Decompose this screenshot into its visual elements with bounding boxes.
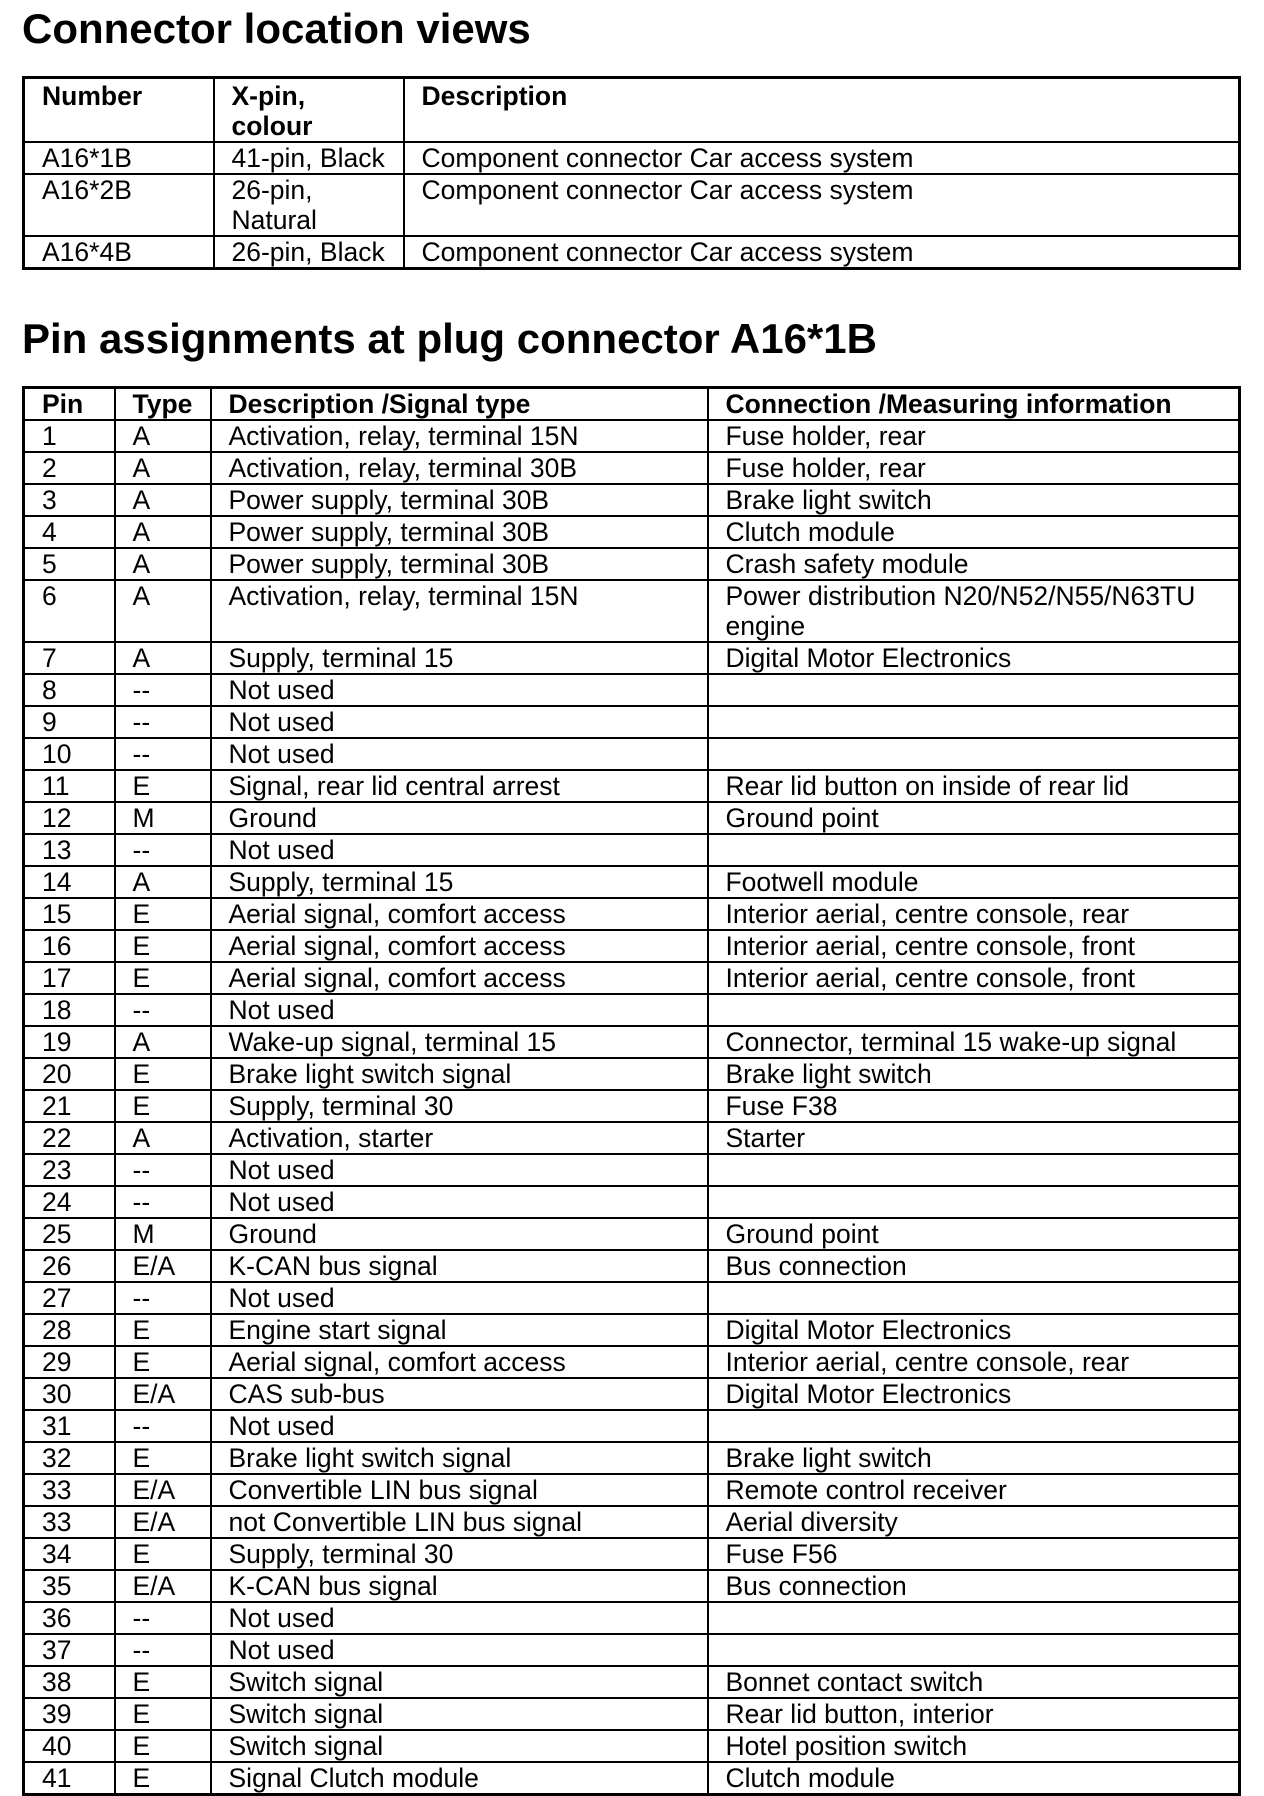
cell-description: CAS sub-bus [211,1378,708,1410]
table-row [24,674,1240,706]
cell-pin: 6 [24,580,115,642]
cell-connection [708,1570,1240,1602]
cell-connection-line1: Starter [725,1123,806,1153]
table-row [24,1314,1240,1346]
table-row [24,994,1240,1026]
table-row [24,1698,1240,1730]
cell-type: A [115,548,211,580]
cell-description: Supply, terminal 15 [211,642,708,674]
cell-pin: 33 [24,1474,115,1506]
cell-pin: 28 [24,1314,115,1346]
header-connection: Connection /Measuring information [708,388,1240,421]
cell-connection-line1: Bus connection [725,1571,907,1601]
cell-description: Not used [211,1186,708,1218]
cell-description: Aerial signal, comfort access [211,962,708,994]
cell-connection [708,1730,1240,1762]
cell-connection-line1: Digital Motor Electronics [725,1379,1012,1409]
cell-type: -- [115,738,211,770]
cell-pin: 22 [24,1122,115,1154]
cell-type: E [115,1442,211,1474]
cell-connection-line1: Clutch module [725,1763,895,1793]
table-row [24,1218,1240,1250]
cell-type: -- [115,1154,211,1186]
cell-description: Power supply, terminal 30B [211,484,708,516]
cell-pin: 19 [24,1026,115,1058]
cell-xpin-line1: 41-pin, Black [231,143,385,173]
table-row [24,548,1240,580]
cell-type: A [115,1122,211,1154]
cell-connection-line1: Brake light switch [725,1443,932,1473]
pin-assignments-table [22,386,1241,1796]
table-row [24,484,1240,516]
cell-pin: 37 [24,1634,115,1666]
cell-connection-line1: Power distribution N20/N52/N55/N63TU [725,581,1196,611]
table-row [24,142,1240,174]
cell-description: Not used [211,1602,708,1634]
cell-connection [708,1346,1240,1378]
table-row [24,1474,1240,1506]
cell-connection [708,1442,1240,1474]
table-row [24,866,1240,898]
cell-xpin-line1: 26-pin, Black [231,237,385,267]
table-row [24,174,1240,236]
cell-connection-line1: Interior aerial, centre console, front [725,963,1135,993]
cell-pin: 17 [24,962,115,994]
cell-connection [708,1058,1240,1090]
cell-connection-line1: Interior aerial, centre console, rear [725,899,1130,929]
cell-connection [708,1378,1240,1410]
cell-pin: 16 [24,930,115,962]
cell-connection [708,1122,1240,1154]
cell-description: Power supply, terminal 30B [211,548,708,580]
table-row [24,1762,1240,1795]
cell-pin: 33 [24,1506,115,1538]
cell-type: -- [115,1186,211,1218]
cell-type: E [115,1666,211,1698]
cell-connection-line1: Hotel position switch [725,1731,968,1761]
table-row [24,1090,1240,1122]
cell-description: Activation, starter [211,1122,708,1154]
cell-type: E [115,770,211,802]
table-row [24,1058,1240,1090]
table-row [24,1378,1240,1410]
cell-xpin [214,174,404,236]
cell-description: Not used [211,1410,708,1442]
cell-description: Ground [211,1218,708,1250]
cell-connection [708,580,1240,642]
cell-type: -- [115,1410,211,1442]
cell-type: E/A [115,1378,211,1410]
cell-connection-line1: Remote control receiver [725,1475,1007,1505]
cell-connection [708,1282,1240,1314]
table-row [24,1154,1240,1186]
cell-connection [708,1474,1240,1506]
cell-description: Supply, terminal 30 [211,1538,708,1570]
cell-description: Brake light switch signal [211,1442,708,1474]
table-row [24,1602,1240,1634]
cell-connection-line1: Clutch module [725,517,895,547]
cell-connection [708,1634,1240,1666]
cell-connection [708,706,1240,738]
header-pin: Pin [24,388,115,421]
cell-connection [708,642,1240,674]
cell-connection [708,420,1240,452]
cell-connection-line1: Crash safety module [725,549,969,579]
cell-description: Engine start signal [211,1314,708,1346]
table-header-row [24,388,1240,421]
table-row [24,1410,1240,1442]
cell-description: Ground [211,802,708,834]
cell-type: A [115,484,211,516]
cell-pin: 12 [24,802,115,834]
cell-description: Convertible LIN bus signal [211,1474,708,1506]
cell-pin: 3 [24,484,115,516]
cell-connection [708,994,1240,1026]
cell-type: -- [115,1282,211,1314]
cell-connection-line1: Rear lid button on inside of rear lid [725,771,1130,801]
cell-type: A [115,1026,211,1058]
cell-connection [708,1186,1240,1218]
cell-pin: 35 [24,1570,115,1602]
cell-description: K-CAN bus signal [211,1250,708,1282]
cell-pin: 34 [24,1538,115,1570]
cell-pin: 36 [24,1602,115,1634]
table-header-row [24,78,1240,143]
table-row [24,898,1240,930]
cell-type: A [115,420,211,452]
cell-description: Supply, terminal 30 [211,1090,708,1122]
header-xpin-line2: colour [231,111,313,141]
header-number: Number [24,78,214,143]
cell-connection-line2: engine [725,611,806,641]
table-row [24,738,1240,770]
cell-description: not Convertible LIN bus signal [211,1506,708,1538]
cell-connection [708,962,1240,994]
cell-type: -- [115,994,211,1026]
cell-pin: 11 [24,770,115,802]
cell-connection-line1: Brake light switch [725,485,932,515]
cell-pin: 7 [24,642,115,674]
cell-connection [708,1410,1240,1442]
cell-pin: 23 [24,1154,115,1186]
table-row [24,1186,1240,1218]
cell-connection-line1: Aerial diversity [725,1507,898,1537]
cell-pin: 10 [24,738,115,770]
cell-pin: 29 [24,1346,115,1378]
table-row [24,1666,1240,1698]
cell-connection [708,1218,1240,1250]
connector-location-title: Connector location views [22,5,531,52]
table-row [24,1634,1240,1666]
cell-type: E [115,930,211,962]
cell-description: Not used [211,834,708,866]
cell-type: -- [115,1602,211,1634]
cell-description: Not used [211,1154,708,1186]
cell-description: Not used [211,1282,708,1314]
cell-connection [708,898,1240,930]
cell-description: Activation, relay, terminal 30B [211,452,708,484]
cell-xpin [214,236,404,269]
cell-type: E [115,1762,211,1795]
table-row [24,516,1240,548]
cell-pin: 31 [24,1410,115,1442]
cell-connection-line1: Bonnet contact switch [725,1667,984,1697]
cell-connection [708,1506,1240,1538]
cell-pin: 13 [24,834,115,866]
cell-xpin-line2: Natural [231,205,317,235]
cell-pin: 9 [24,706,115,738]
cell-type: E/A [115,1570,211,1602]
table-row [24,962,1240,994]
table-row [24,642,1240,674]
cell-connection [708,866,1240,898]
table-row [24,834,1240,866]
cell-description: Component connector Car access system [404,236,1240,269]
cell-description: Brake light switch signal [211,1058,708,1090]
cell-pin: 38 [24,1666,115,1698]
cell-connection-line1: Ground point [725,1219,879,1249]
cell-connection [708,1154,1240,1186]
cell-type: E/A [115,1506,211,1538]
cell-number: A16*4B [24,236,214,269]
table-row [24,802,1240,834]
table-row [24,1122,1240,1154]
cell-connection-line1: Digital Motor Electronics [725,1315,1012,1345]
cell-type: -- [115,834,211,866]
pin-assignments-title: Pin assignments at plug connector A16*1B [22,315,877,362]
cell-pin: 15 [24,898,115,930]
cell-connection [708,738,1240,770]
cell-description: Not used [211,1634,708,1666]
cell-description: Aerial signal, comfort access [211,930,708,962]
cell-connection-line1: Fuse holder, rear [725,421,926,451]
cell-description: Component connector Car access system [404,142,1240,174]
cell-connection-line1: Interior aerial, centre console, rear [725,1347,1130,1377]
table-row [24,1346,1240,1378]
cell-type: A [115,580,211,642]
cell-description: K-CAN bus signal [211,1570,708,1602]
cell-pin: 41 [24,1762,115,1795]
cell-type: E [115,1314,211,1346]
cell-pin: 39 [24,1698,115,1730]
cell-type: -- [115,674,211,706]
cell-connection [708,1698,1240,1730]
cell-connection [708,484,1240,516]
table-row [24,1026,1240,1058]
cell-number: A16*1B [24,142,214,174]
cell-type: E [115,1058,211,1090]
cell-description: Signal Clutch module [211,1762,708,1795]
table-row [24,1282,1240,1314]
cell-type: -- [115,1634,211,1666]
cell-type: E/A [115,1250,211,1282]
cell-xpin-line1: 26-pin, [231,175,313,205]
cell-connection-line1: Ground point [725,803,879,833]
cell-connection-line1: Rear lid button, interior [725,1699,994,1729]
cell-description: Switch signal [211,1666,708,1698]
cell-pin: 1 [24,420,115,452]
cell-type: A [115,452,211,484]
table-row [24,236,1240,269]
cell-pin: 21 [24,1090,115,1122]
cell-type: M [115,1218,211,1250]
table-row [24,580,1240,642]
cell-connection [708,452,1240,484]
cell-connection-line1: Fuse F38 [725,1091,838,1121]
cell-description: Not used [211,738,708,770]
header-xpin-line1: X-pin, [231,81,306,111]
cell-description: Wake-up signal, terminal 15 [211,1026,708,1058]
header-description: Description [404,78,1240,143]
cell-connection [708,770,1240,802]
cell-description: Activation, relay, terminal 15N [211,580,708,642]
cell-pin: 4 [24,516,115,548]
cell-connection-line1: Fuse F56 [725,1539,838,1569]
table-row [24,770,1240,802]
header-description: Description /Signal type [211,388,708,421]
cell-connection [708,1314,1240,1346]
cell-type: A [115,642,211,674]
cell-pin: 26 [24,1250,115,1282]
cell-type: M [115,802,211,834]
cell-connection-line1: Bus connection [725,1251,907,1281]
cell-description: Not used [211,706,708,738]
header-type: Type [115,388,211,421]
cell-number: A16*2B [24,174,214,236]
cell-connection [708,802,1240,834]
cell-connection [708,1666,1240,1698]
cell-pin: 40 [24,1730,115,1762]
cell-description: Switch signal [211,1730,708,1762]
cell-description: Not used [211,994,708,1026]
cell-type: E [115,1698,211,1730]
cell-description: Aerial signal, comfort access [211,898,708,930]
cell-connection [708,1090,1240,1122]
cell-pin: 32 [24,1442,115,1474]
cell-pin: 24 [24,1186,115,1218]
cell-type: -- [115,706,211,738]
cell-description: Supply, terminal 15 [211,866,708,898]
table-row [24,930,1240,962]
cell-pin: 14 [24,866,115,898]
cell-pin: 8 [24,674,115,706]
connector-location-table [22,76,1241,270]
cell-connection [708,1026,1240,1058]
cell-type: A [115,516,211,548]
cell-description: Power supply, terminal 30B [211,516,708,548]
cell-description: Switch signal [211,1698,708,1730]
cell-connection [708,1250,1240,1282]
cell-type: A [115,866,211,898]
table-row [24,420,1240,452]
cell-description: Signal, rear lid central arrest [211,770,708,802]
table-row [24,1538,1240,1570]
cell-connection [708,1538,1240,1570]
cell-pin: 25 [24,1218,115,1250]
table-row [24,1730,1240,1762]
cell-type: E [115,962,211,994]
cell-type: E [115,898,211,930]
table-row [24,452,1240,484]
cell-pin: 30 [24,1378,115,1410]
cell-type: E [115,1730,211,1762]
table-row [24,706,1240,738]
cell-connection-line1: Brake light switch [725,1059,932,1089]
cell-connection [708,1762,1240,1795]
table-row [24,1250,1240,1282]
cell-connection-line1: Digital Motor Electronics [725,643,1012,673]
cell-description: Activation, relay, terminal 15N [211,420,708,452]
cell-pin: 20 [24,1058,115,1090]
cell-type: E [115,1538,211,1570]
cell-connection [708,834,1240,866]
table-row [24,1570,1240,1602]
cell-type: E [115,1346,211,1378]
cell-connection [708,548,1240,580]
table-row [24,1506,1240,1538]
cell-pin: 2 [24,452,115,484]
cell-type: E/A [115,1474,211,1506]
cell-connection-line1: Interior aerial, centre console, front [725,931,1135,961]
cell-connection-line1: Connector, terminal 15 wake-up signal [725,1027,1177,1057]
cell-type: E [115,1090,211,1122]
cell-description: Aerial signal, comfort access [211,1346,708,1378]
cell-pin: 18 [24,994,115,1026]
header-xpin [214,78,404,143]
cell-connection-line1: Footwell module [725,867,919,897]
cell-connection-line1: Fuse holder, rear [725,453,926,483]
cell-connection [708,516,1240,548]
cell-description: Not used [211,674,708,706]
cell-xpin [214,142,404,174]
cell-description: Component connector Car access system [404,174,1240,236]
table-row [24,1442,1240,1474]
cell-connection [708,1602,1240,1634]
cell-connection [708,930,1240,962]
cell-pin: 5 [24,548,115,580]
cell-connection [708,674,1240,706]
cell-pin: 27 [24,1282,115,1314]
